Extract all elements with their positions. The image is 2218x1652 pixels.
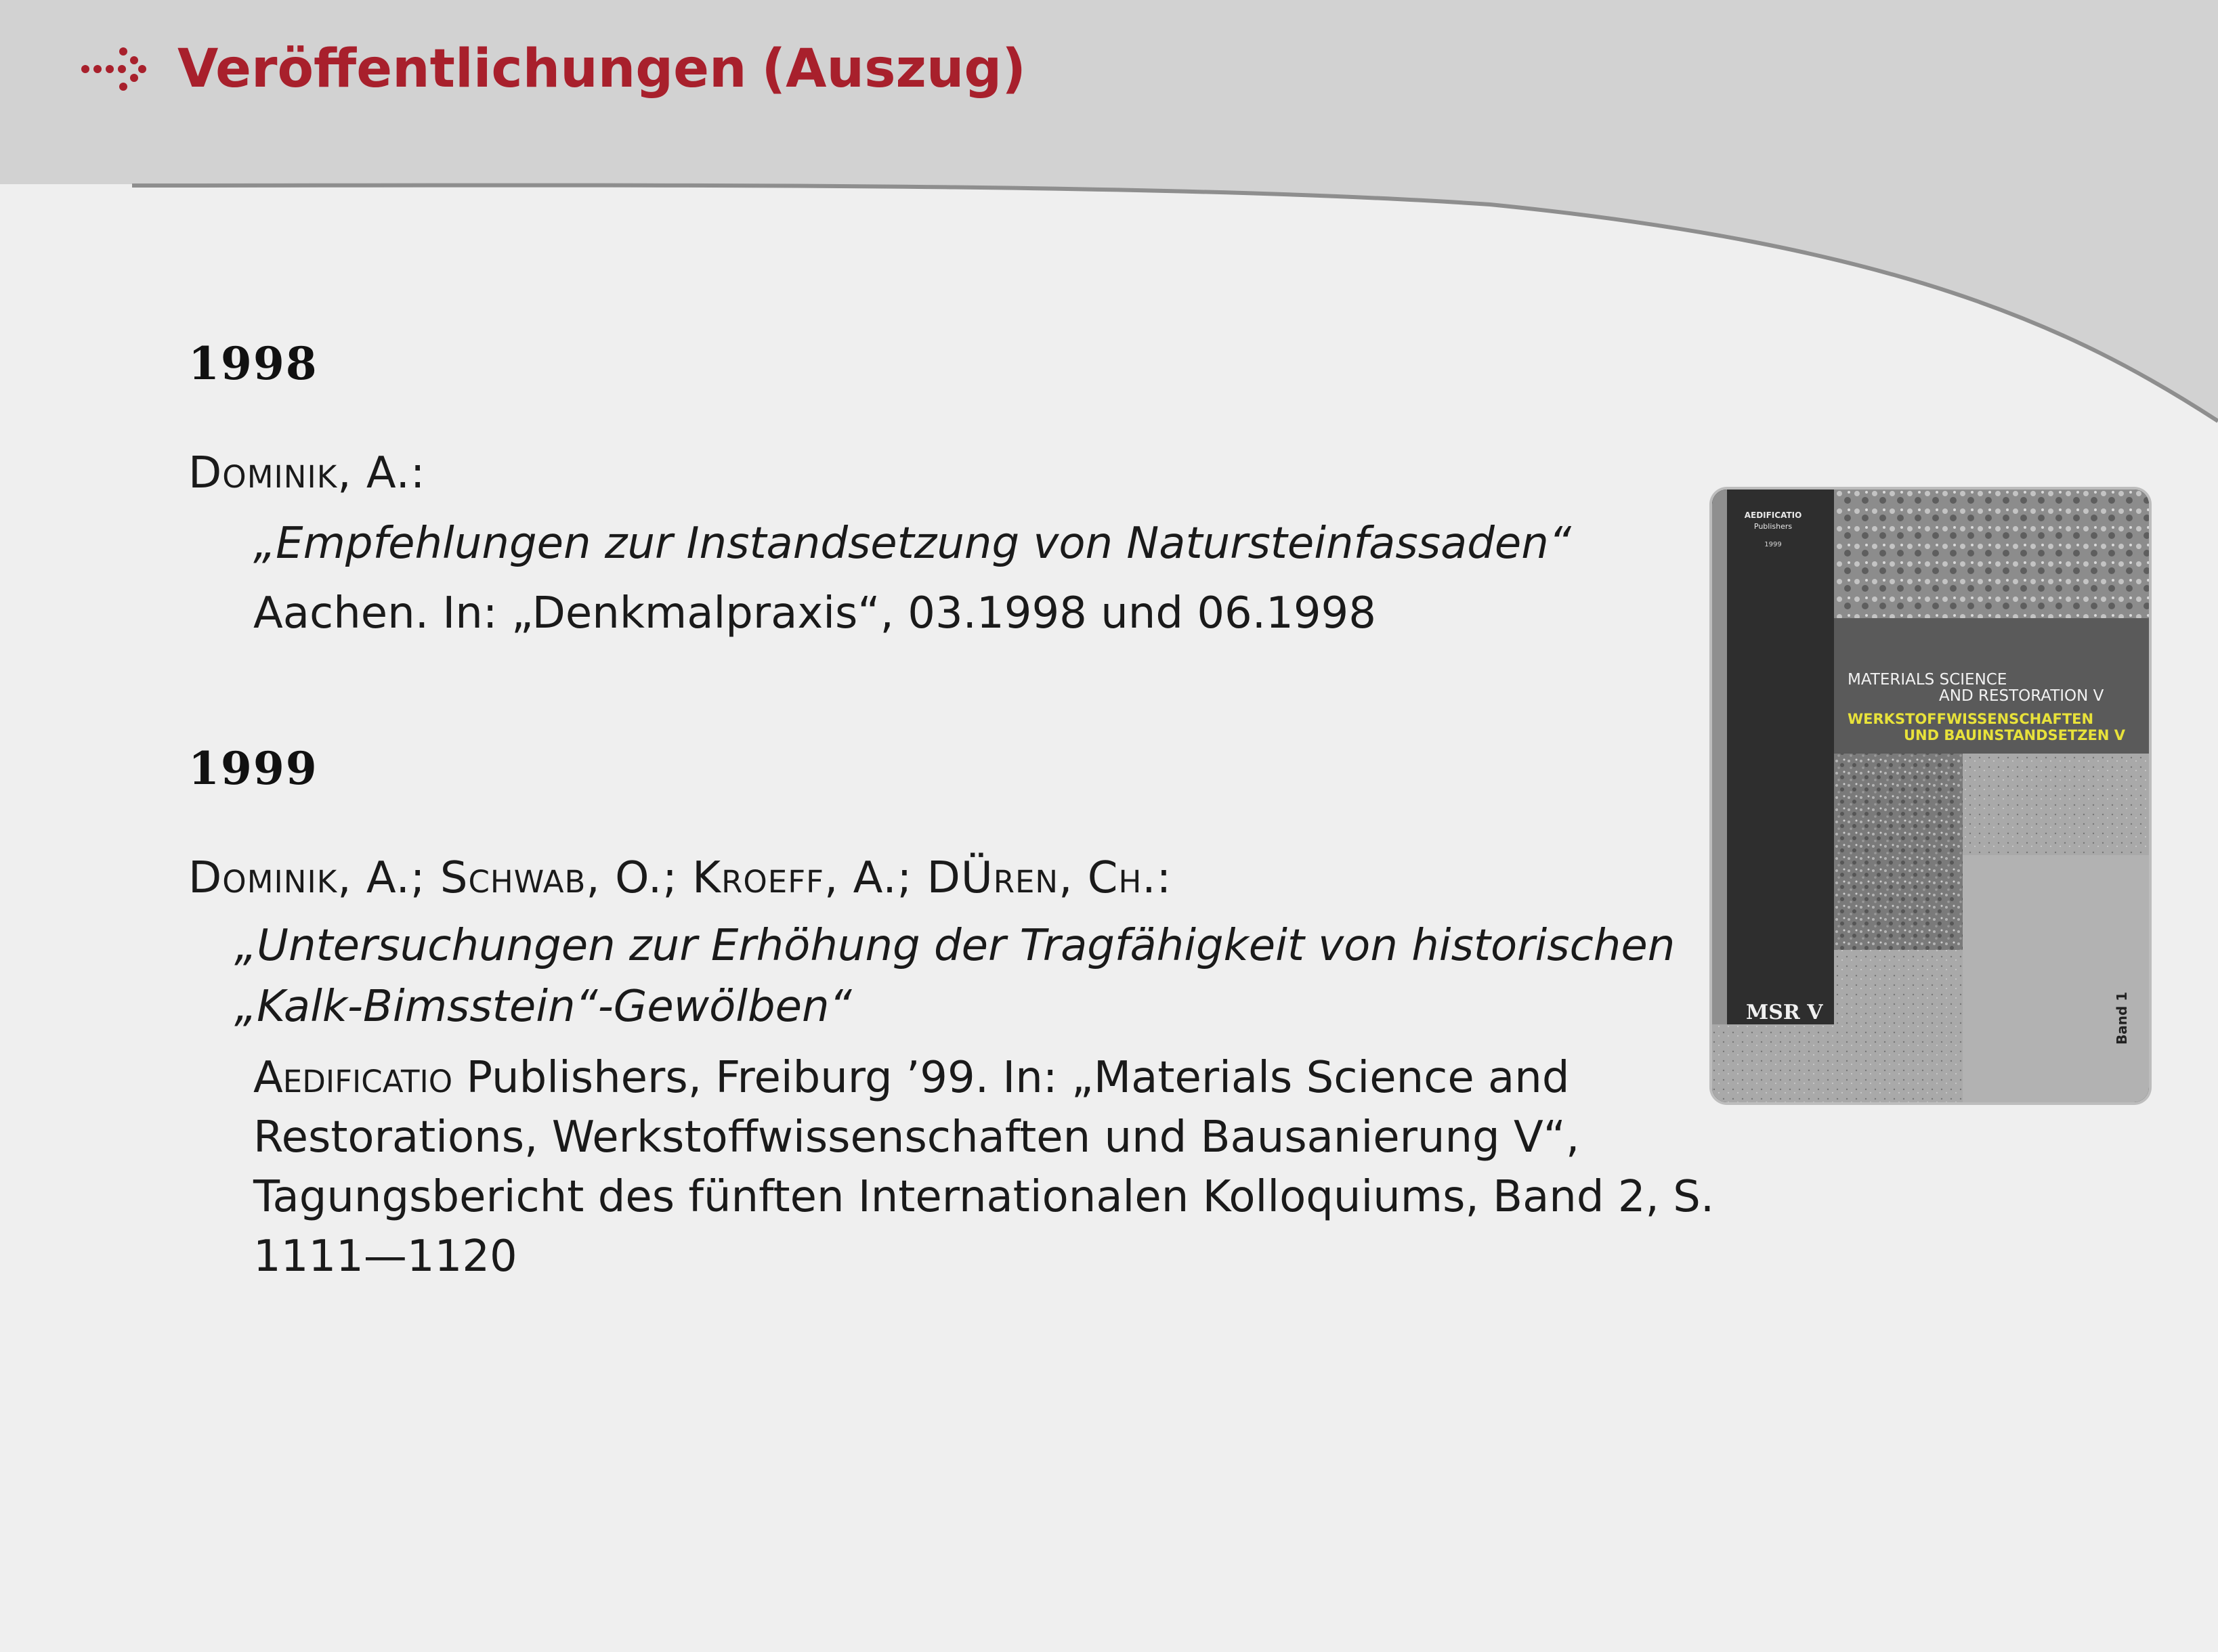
svg-text:Band 1: Band 1 <box>2114 991 2130 1045</box>
svg-text:MATERIALS SCIENCE: MATERIALS SCIENCE <box>1848 671 2007 689</box>
entry-title: „Empfehlungen zur Instandsetzung von Natursteinfassaden“ <box>253 519 1571 569</box>
page-title-main: Veröffentlichungen <box>177 39 747 100</box>
year-heading-1999: 1999 <box>188 742 318 795</box>
entry-source-line: Tagungsbericht des fünften Internationalen Kolloquiums, Band 2, S. <box>253 1172 1715 1222</box>
publisher-name: Aedificatio <box>253 1053 453 1103</box>
page-title <box>177 39 1026 100</box>
book-cover-image <box>1712 490 2149 1102</box>
svg-text:MSR V: MSR V <box>1746 1001 1823 1024</box>
book-cover-art <box>1712 490 2149 1102</box>
entry-authors: Dominik, A.: <box>188 448 426 498</box>
entry-source-line: Aedificatio Publishers, Freiburg ’99. In: „Materials Science and <box>253 1053 1570 1103</box>
entry-source-line: 1111—1120 <box>253 1232 517 1282</box>
entry-source-line: Restorations, Werkstoffwissenschaften und Bausanierung V“, <box>253 1112 1580 1162</box>
svg-text:1999: 1999 <box>1764 541 1782 548</box>
svg-text:WERKSTOFFWISSENSCHAFTEN: WERKSTOFFWISSENSCHAFTEN <box>1848 711 2094 727</box>
entry-title-line: „Kalk-Bimsstein“-Gewölben“ <box>234 982 852 1032</box>
page-header <box>80 39 1026 100</box>
entry-source-line: Aachen. In: „Denkmalpraxis“, 03.1998 und 06.1998 <box>253 588 1376 638</box>
dotted-arrow-icon <box>80 42 148 96</box>
page-title-sub: (Auszug) <box>761 39 1026 100</box>
svg-text:AND RESTORATION V: AND RESTORATION V <box>1939 687 2104 705</box>
svg-text:AEDIFICATIO: AEDIFICATIO <box>1744 510 1802 520</box>
entry-authors: Dominik, A.; Schwab, O.; Kroeff, A.; DÜren, Ch.: <box>188 853 1172 903</box>
year-heading-1998: 1998 <box>188 337 318 390</box>
svg-text:UND BAUINSTANDSETZEN V: UND BAUINSTANDSETZEN V <box>1904 727 2126 743</box>
entry-title-line: „Untersuchungen zur Erhöhung der Tragfähigkeit von historischen <box>234 921 1676 971</box>
svg-text:Publishers: Publishers <box>1753 522 1793 531</box>
